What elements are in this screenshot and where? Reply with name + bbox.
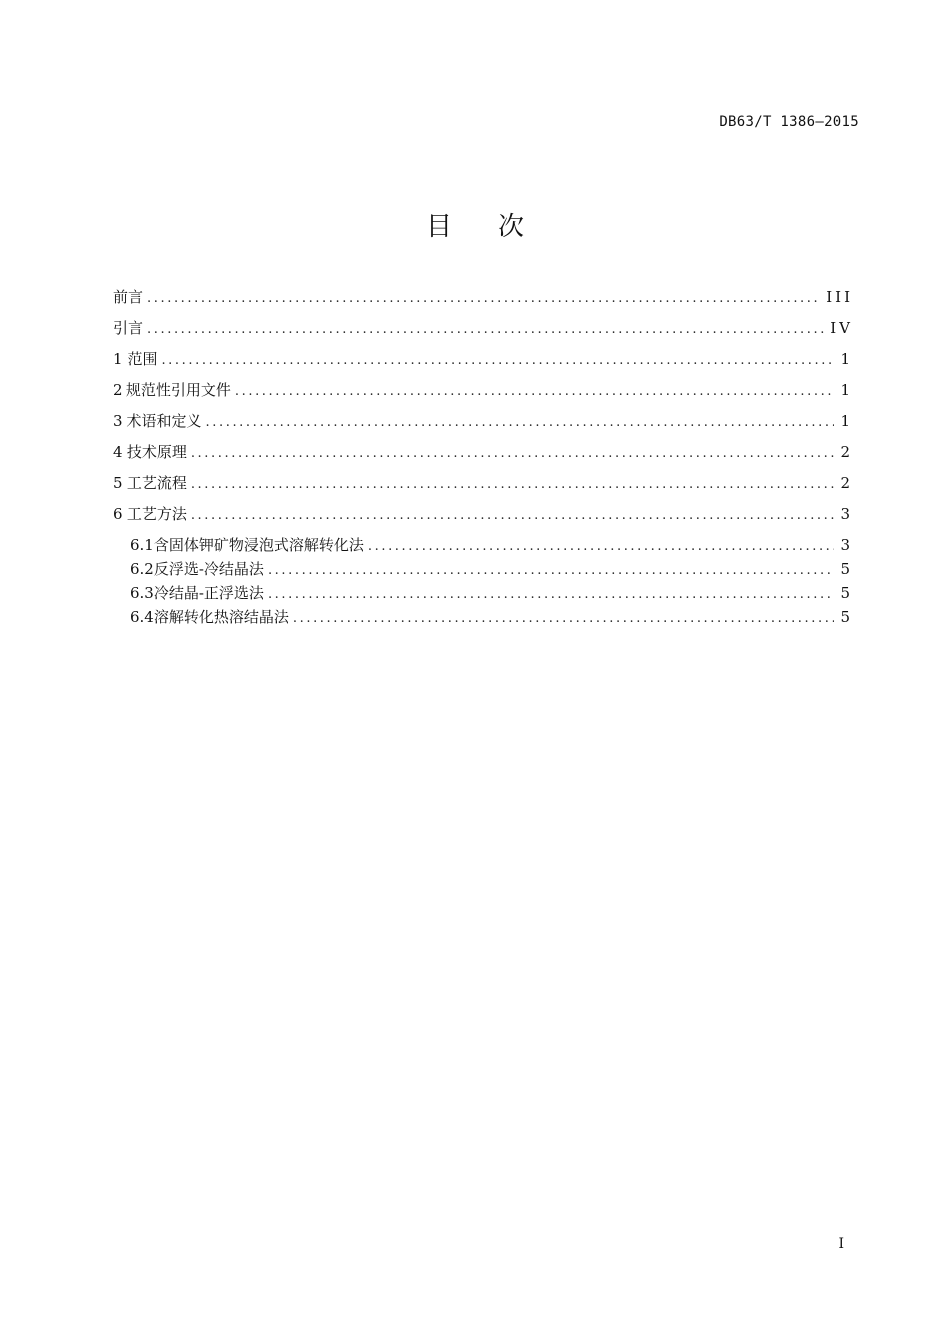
toc-entry-page: III	[826, 288, 853, 306]
toc-entry-number: 2	[113, 381, 123, 399]
toc-entry-number: 4	[113, 443, 123, 461]
toc-leader-dots	[191, 503, 835, 529]
toc-entry[interactable]	[113, 532, 853, 556]
document-code: DB63/T 1386—2015	[719, 114, 859, 130]
toc-entry-label: 范围	[127, 350, 158, 368]
toc-entry[interactable]	[113, 377, 853, 408]
toc-entry[interactable]	[113, 346, 853, 377]
table-of-contents	[113, 284, 853, 628]
toc-entry-number: 1	[113, 350, 123, 368]
toc-leader-dots	[147, 317, 824, 343]
toc-entry[interactable]	[113, 284, 853, 315]
toc-entry-page: 1	[840, 350, 853, 368]
toc-entry-label: 反浮选-冷结晶法	[153, 560, 264, 578]
toc-entry-page: 3	[840, 505, 853, 523]
toc-entry-label: 工艺方法	[126, 505, 187, 523]
toc-entry-number: 6.2	[130, 560, 154, 578]
toc-entry[interactable]	[113, 470, 853, 501]
toc-entry-page: 1	[840, 381, 853, 399]
toc-entry-number: 3	[113, 412, 123, 430]
toc-leader-dots	[268, 582, 835, 608]
toc-entry-page: 1	[840, 412, 853, 430]
toc-leader-dots	[191, 441, 835, 467]
toc-entry[interactable]	[113, 556, 853, 580]
toc-entry-label: 溶解转化热溶结晶法	[153, 608, 289, 626]
toc-entry-label: 引言	[113, 319, 144, 337]
toc-entry[interactable]	[113, 408, 853, 439]
toc-entry-number: 6	[113, 505, 123, 523]
toc-leader-dots	[268, 558, 835, 584]
page-number: I	[838, 1236, 844, 1252]
toc-entry[interactable]	[113, 315, 853, 346]
toc-entry-page: IV	[830, 319, 853, 337]
toc-entry-label: 工艺流程	[126, 474, 187, 492]
toc-entry-label: 含固体钾矿物浸泡式溶解转化法	[153, 536, 364, 554]
toc-entry[interactable]	[113, 604, 853, 628]
toc-entry-page: 2	[840, 474, 853, 492]
toc-entry-page: 5	[840, 584, 853, 602]
toc-entry-label: 技术原理	[126, 443, 187, 461]
toc-entry[interactable]	[113, 439, 853, 470]
toc-entry-number: 6.3	[130, 584, 154, 602]
toc-entry-number: 5	[113, 474, 123, 492]
toc-entry-label: 冷结晶-正浮选法	[153, 584, 264, 602]
toc-entry-page: 5	[840, 608, 853, 626]
toc-leader-dots	[368, 534, 835, 560]
toc-leader-dots	[206, 410, 835, 436]
toc-entry[interactable]	[113, 580, 853, 604]
toc-entry-page: 3	[840, 536, 853, 554]
toc-entry-page: 5	[840, 560, 853, 578]
toc-entry[interactable]	[113, 501, 853, 532]
toc-entry-label: 规范性引用文件	[125, 381, 231, 399]
toc-leader-dots	[147, 286, 820, 312]
toc-leader-dots	[293, 606, 835, 632]
page-title: 目次	[425, 212, 570, 242]
toc-entry-number: 6.4	[130, 608, 154, 626]
toc-entry-number: 6.1	[130, 536, 154, 554]
toc-entry-label: 前言	[113, 288, 144, 306]
toc-leader-dots	[191, 472, 835, 498]
toc-entry-page: 2	[840, 443, 853, 461]
toc-entry-label: 术语和定义	[126, 412, 202, 430]
toc-leader-dots	[161, 348, 834, 374]
toc-leader-dots	[235, 379, 835, 405]
